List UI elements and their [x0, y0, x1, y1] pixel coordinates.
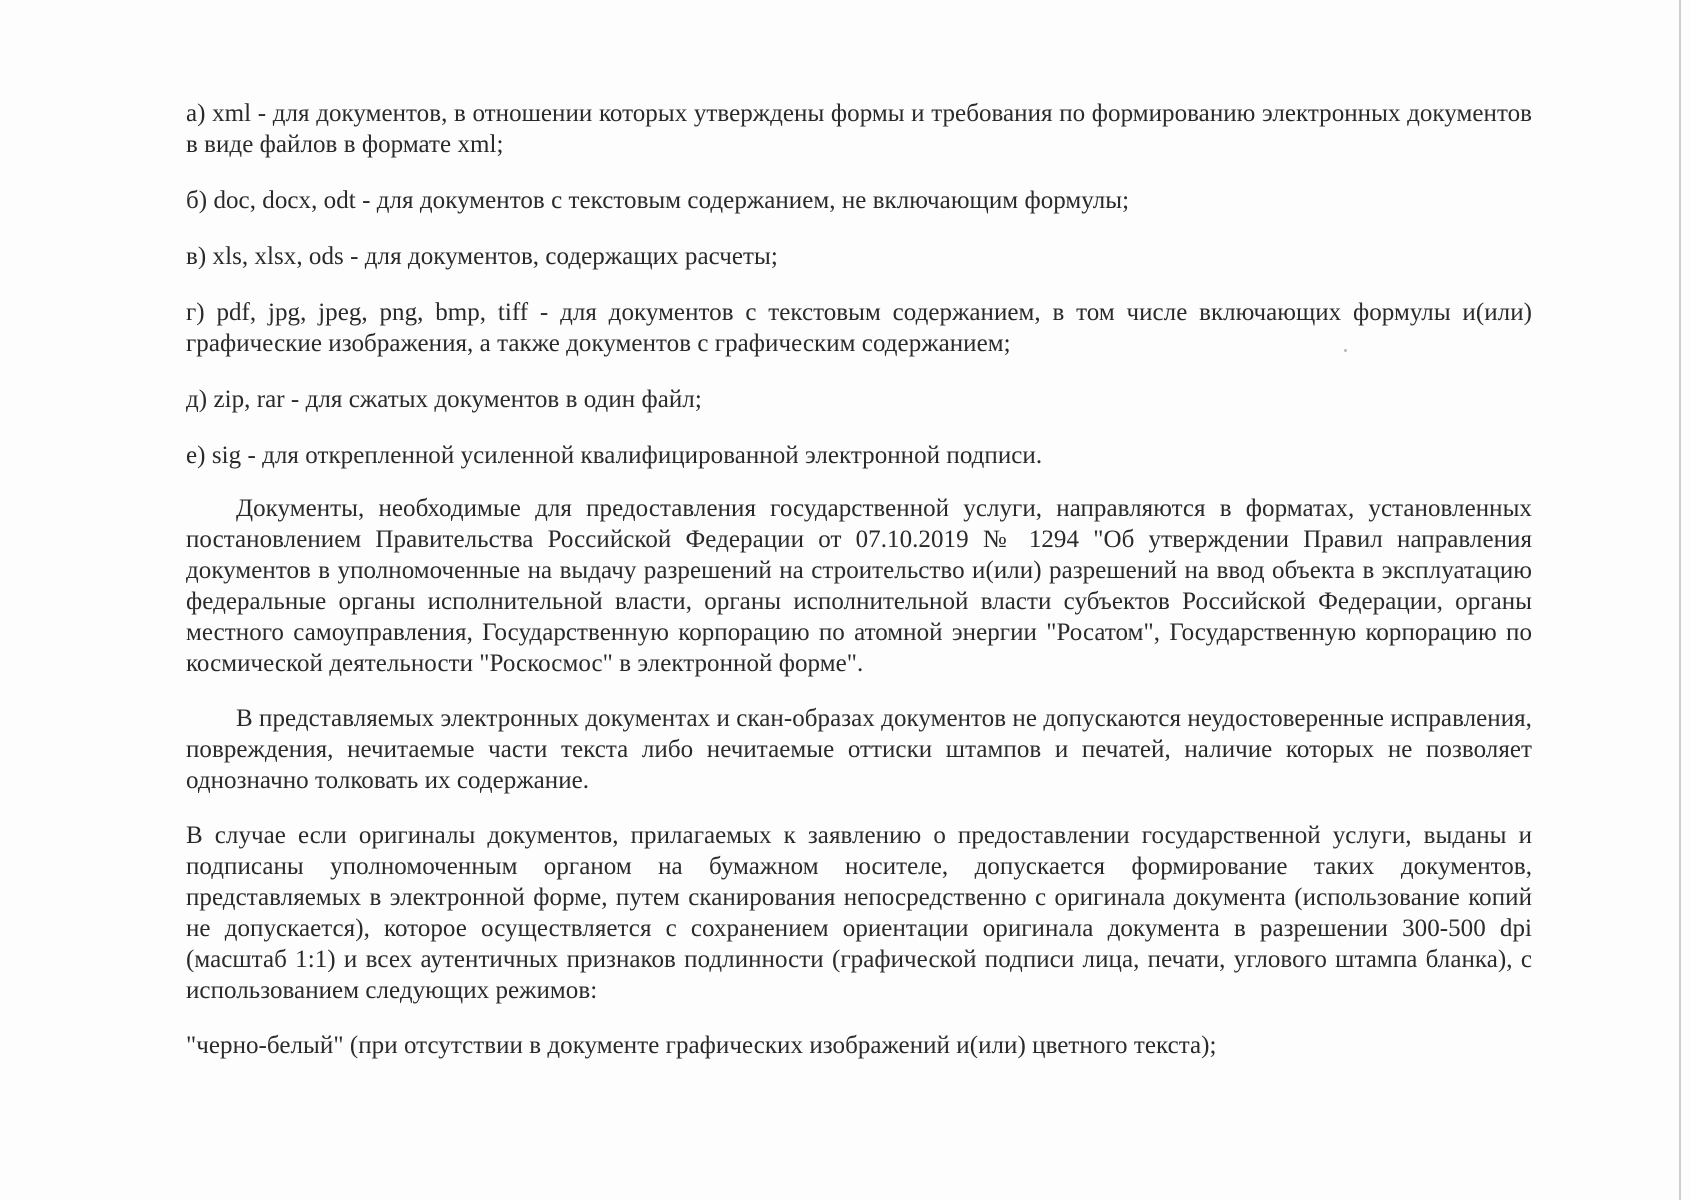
- paragraph-formats: Документы, необходимые для предоставления государственной услуги, направляются в форматах, установленных постановлением Правительства Российской Федерации от 07.10.2019 № 1294 "Об утверждении Правил направления документов в уполномоченные на выдачу разрешений на строительство и(или) разрешений на ввод объекта в эксплуатацию федеральные органы исполнительной власти, органы исполнительной власти субъектов Российской Федерации, органы местного самоуправления, Государственную корпорацию по атомной энергии "Росатом", Государственную корпорацию по космической деятельности "Роскосмос" в электронной форме".: [186, 495, 1532, 677]
- format-item-zip: д) zip, rar - для сжатых документов в один файл;: [186, 386, 702, 413]
- format-item-xml: а) xml - для документов, в отношении которых утверждены формы и требования по формированию электронных документов в виде файлов в формате xml;: [186, 100, 1532, 158]
- format-item-xls: в) xls, xlsx, ods - для документов, содержащих расчеты;: [186, 243, 778, 270]
- format-item-doc: б) doc, docx, odt - для документов с текстовым содержанием, не включающим формулы;: [186, 187, 1130, 214]
- paragraph-scanning: В случае если оригиналы документов, прилагаемых к заявлению о предоставлении государственной услуги, выданы и подписаны уполномоченным органом на бумажном носителе, допускается формирование таких документов, представляемых в электронной форме, путем сканирования непосредственно с оригинала документа (использование копий не допускается), которое осуществляется с сохранением ориентации оригинала документа в разрешении 300-500 dpi (масштаб 1:1) и всех аутентичных признаков подлинности (графической подписи лица, печати, углового штампа бланка), с использованием следующих режимов:: [186, 822, 1532, 1004]
- paragraph-bw-mode: "черно-белый" (при отсутствии в документе графических изображений и(или) цветного текста);: [186, 1032, 1217, 1059]
- document-body: [186, 98, 1532, 1085]
- paragraph-corrections: В представляемых электронных документах и скан-образах документов не допускаются неудостоверенные исправления, повреждения, нечитаемые части текста либо нечитаемые оттиски штампов и печатей, наличие которых не позволяет однозначно толковать их содержание.: [186, 705, 1532, 794]
- format-item-sig: е) sig - для открепленной усиленной квалифицированной электронной подписи.: [186, 442, 1043, 469]
- page-edge-shadow: [1679, 0, 1681, 1200]
- format-item-pdf: г) pdf, jpg, jpeg, png, bmp, tiff - для документов с текстовым содержанием, в том числе включающих формулы и(или) графические изображения, а также документов с графическим содержанием;: [186, 299, 1532, 357]
